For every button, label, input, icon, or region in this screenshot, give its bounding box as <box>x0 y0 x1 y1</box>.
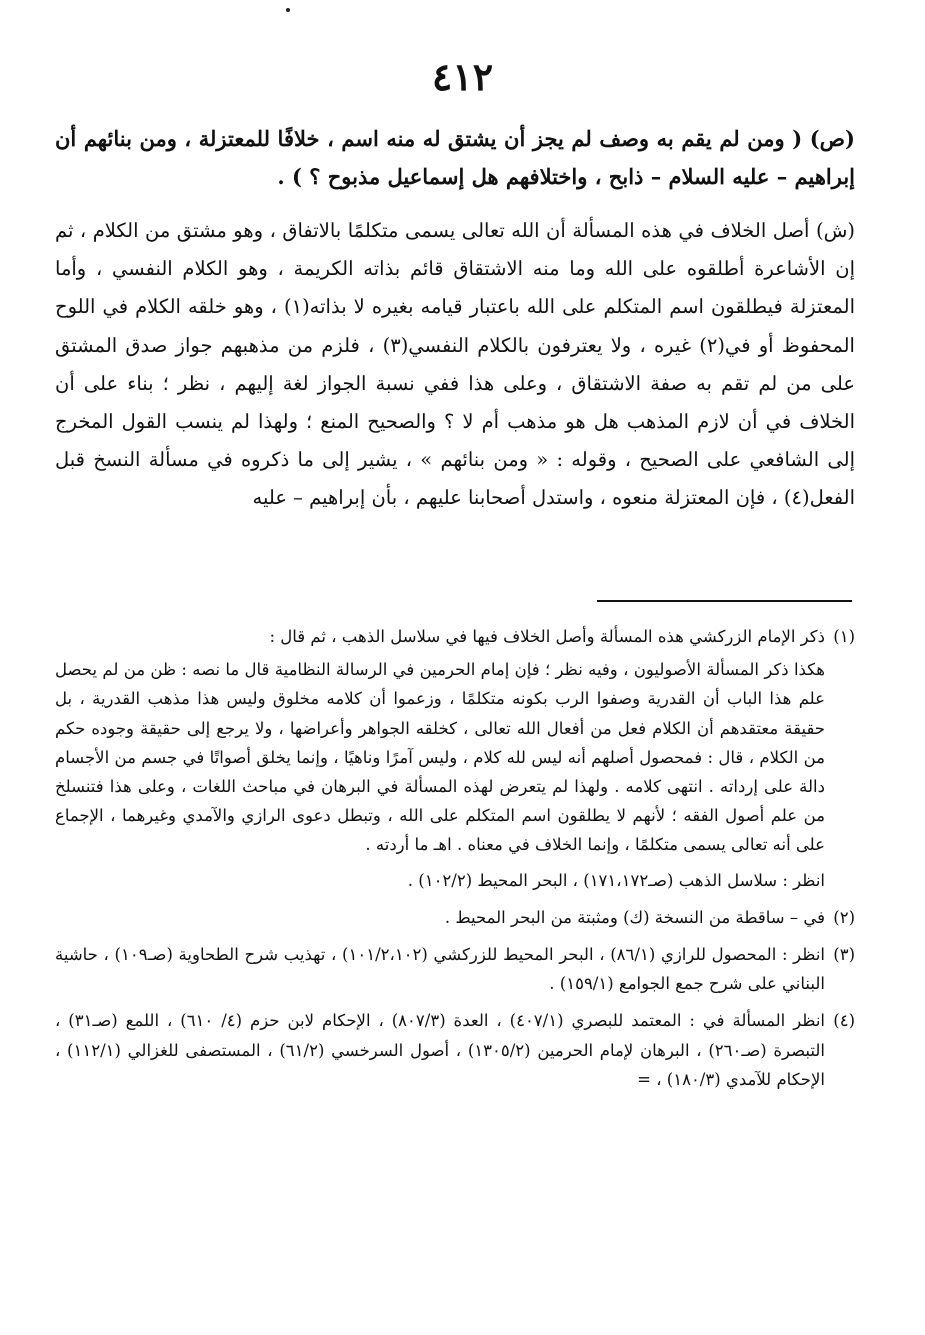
footnote-4 <box>55 1006 855 1094</box>
footnote-reference: انظر : سلاسل الذهب (صـ١٧١،١٧٢) ، البحر المحيط (١٠٢/٢) . <box>407 870 825 890</box>
footnotes <box>55 622 855 1102</box>
footnote-paragraph: ذكر الإمام الزركشي هذه المسألة وأصل الخلاف فيها في سلاسل الذهب ، ثم قال : <box>269 627 825 646</box>
page-number: ٤١٢ <box>431 54 494 99</box>
matn-text: (ص) ( ومن لم يقم به وصف لم يجز أن يشتق له منه اسم ، خلافًا للمعتزلة ، ومن بنائهم أن إبراهيم – عليه السلام – ذابح ، واختلافهم هل إسماعيل مذبوح ؟ ) . <box>55 126 855 189</box>
footnote-3 <box>55 940 855 998</box>
sharh-text: (ش) أصل الخلاف في هذه المسألة أن الله تعالى يسمى متكلمًا بالاتفاق ، وهو مشتق من الكلام ، ثم إن الأشاعرة أطلقوه على الله وما منه الاشتقاق قائم بذاته الكريمة ، وهو الكلام النفسي ، وأما المعتزلة فيطلقون اسم المتكلم على الله باعتبار قيامه بغيره لا بذاته(١) ، وهو خلقه الكلام في اللوح المحفوظ أو في(٢) غيره ، ولا يعترفون بالكلام النفسي(٣) ، فلزم من مذهبهم جواز صدق المشتق على من لم تقم به صفة الاشتقاق ، وعلى هذا ففي نسبة الجواز لغة إليهم ، نظر ؛ بناء على أن الخلاف في أن لازم المذهب هل هو مذهب أم لا ؟ والصحيح المنع ؛ ولهذا لم ينسب القول المخرج إلى الشافعي على الصحيح ، وقوله : « ومن بنائهم » ، يشير إلى ما ذكروه في مسألة النسخ قبل الفعل(٤) ، فإن المعتزلة منعوه ، واستدل أصحابنا عليهم ، بأن إبراهيم – عليه <box>55 219 855 510</box>
footnote-number: (١) <box>833 627 855 646</box>
footnote-paragraph: هكذا ذكر المسألة الأصوليون ، وفيه نظر ؛ فإن إمام الحرمين في الرسالة النظامية قال ما نصه : ظن من لم يحصل علم هذا الباب أن القدرية وصفوا الرب بكونه متكلمًا ، وزعموا أن كلامه مخلوق وليس هذا مذهب القدرية ، بل حقيقة معتقدهم أن الكلام فعل من أفعال الله تعالى ، كخلقه الجواهر وأعراضها ، ولا يرجع إلى حقيقة وجوده حكم من الكلام ، قال : فمحصول أصلهم أنه ليس لله كلام ، وليس آمرًا وناهيًا ، وإنما يخلق أصواتًا في جسم من الأجسام دالة على إرداته . انتهى كلامه . ولهذا لم يتعرض لهذه المسألة في البرهان في مباحث اللغات ، وعلى هذا فتنسلخ من علم أصول الفقه ؛ لأنهم لا يطلقون اسم المتكلم على الله ، وتبطل دعوى الرازي والآمدي وغيرهما ، الإجماع على أنه تعالى يسمى متكلمًا ، وإنما الخلاف في معناه . اهـ ما أردته . <box>55 660 825 855</box>
footnote-1 <box>55 622 855 895</box>
footnote-paragraph: انظر : المحصول للرازي (٨٦/١) ، البحر المحيط للزركشي (١٠١/٢،١٠٢) ، تهذيب شرح الطحاوية (صـ١٠٩) ، حاشية البناني على شرح جمع الجوامع (١٥٩/١) . <box>55 945 826 994</box>
stray-dot <box>286 8 290 12</box>
footnote-number: (٢) <box>833 907 855 927</box>
footnote-paragraph: انظر المسألة في : المعتمد للبصري (٤٠٧/١) ، العدة (٨٠٧/٣) ، الإحكام لابن حزم (٤/ ٦١٠) ، اللمع (صـ٣١) ، التبصرة (صـ٢٦٠) ، البرهان لإمام الحرمين (١٣٠٥/٢) ، أصول السرخسي (٦١/٢) ، المستصفى للغزالي (١١٢/١) ، الإحكام للآمدي (١٨٠/٣) ، = <box>55 1011 826 1089</box>
footnote-paragraph: في – ساقطة من النسخة (ك) ومثبتة من البحر المحيط . <box>444 907 825 927</box>
footnote-number: (٣) <box>833 945 855 965</box>
footnote-separator <box>597 600 852 602</box>
footnote-number: (٤) <box>833 1011 855 1031</box>
footnote-2 <box>55 903 855 932</box>
